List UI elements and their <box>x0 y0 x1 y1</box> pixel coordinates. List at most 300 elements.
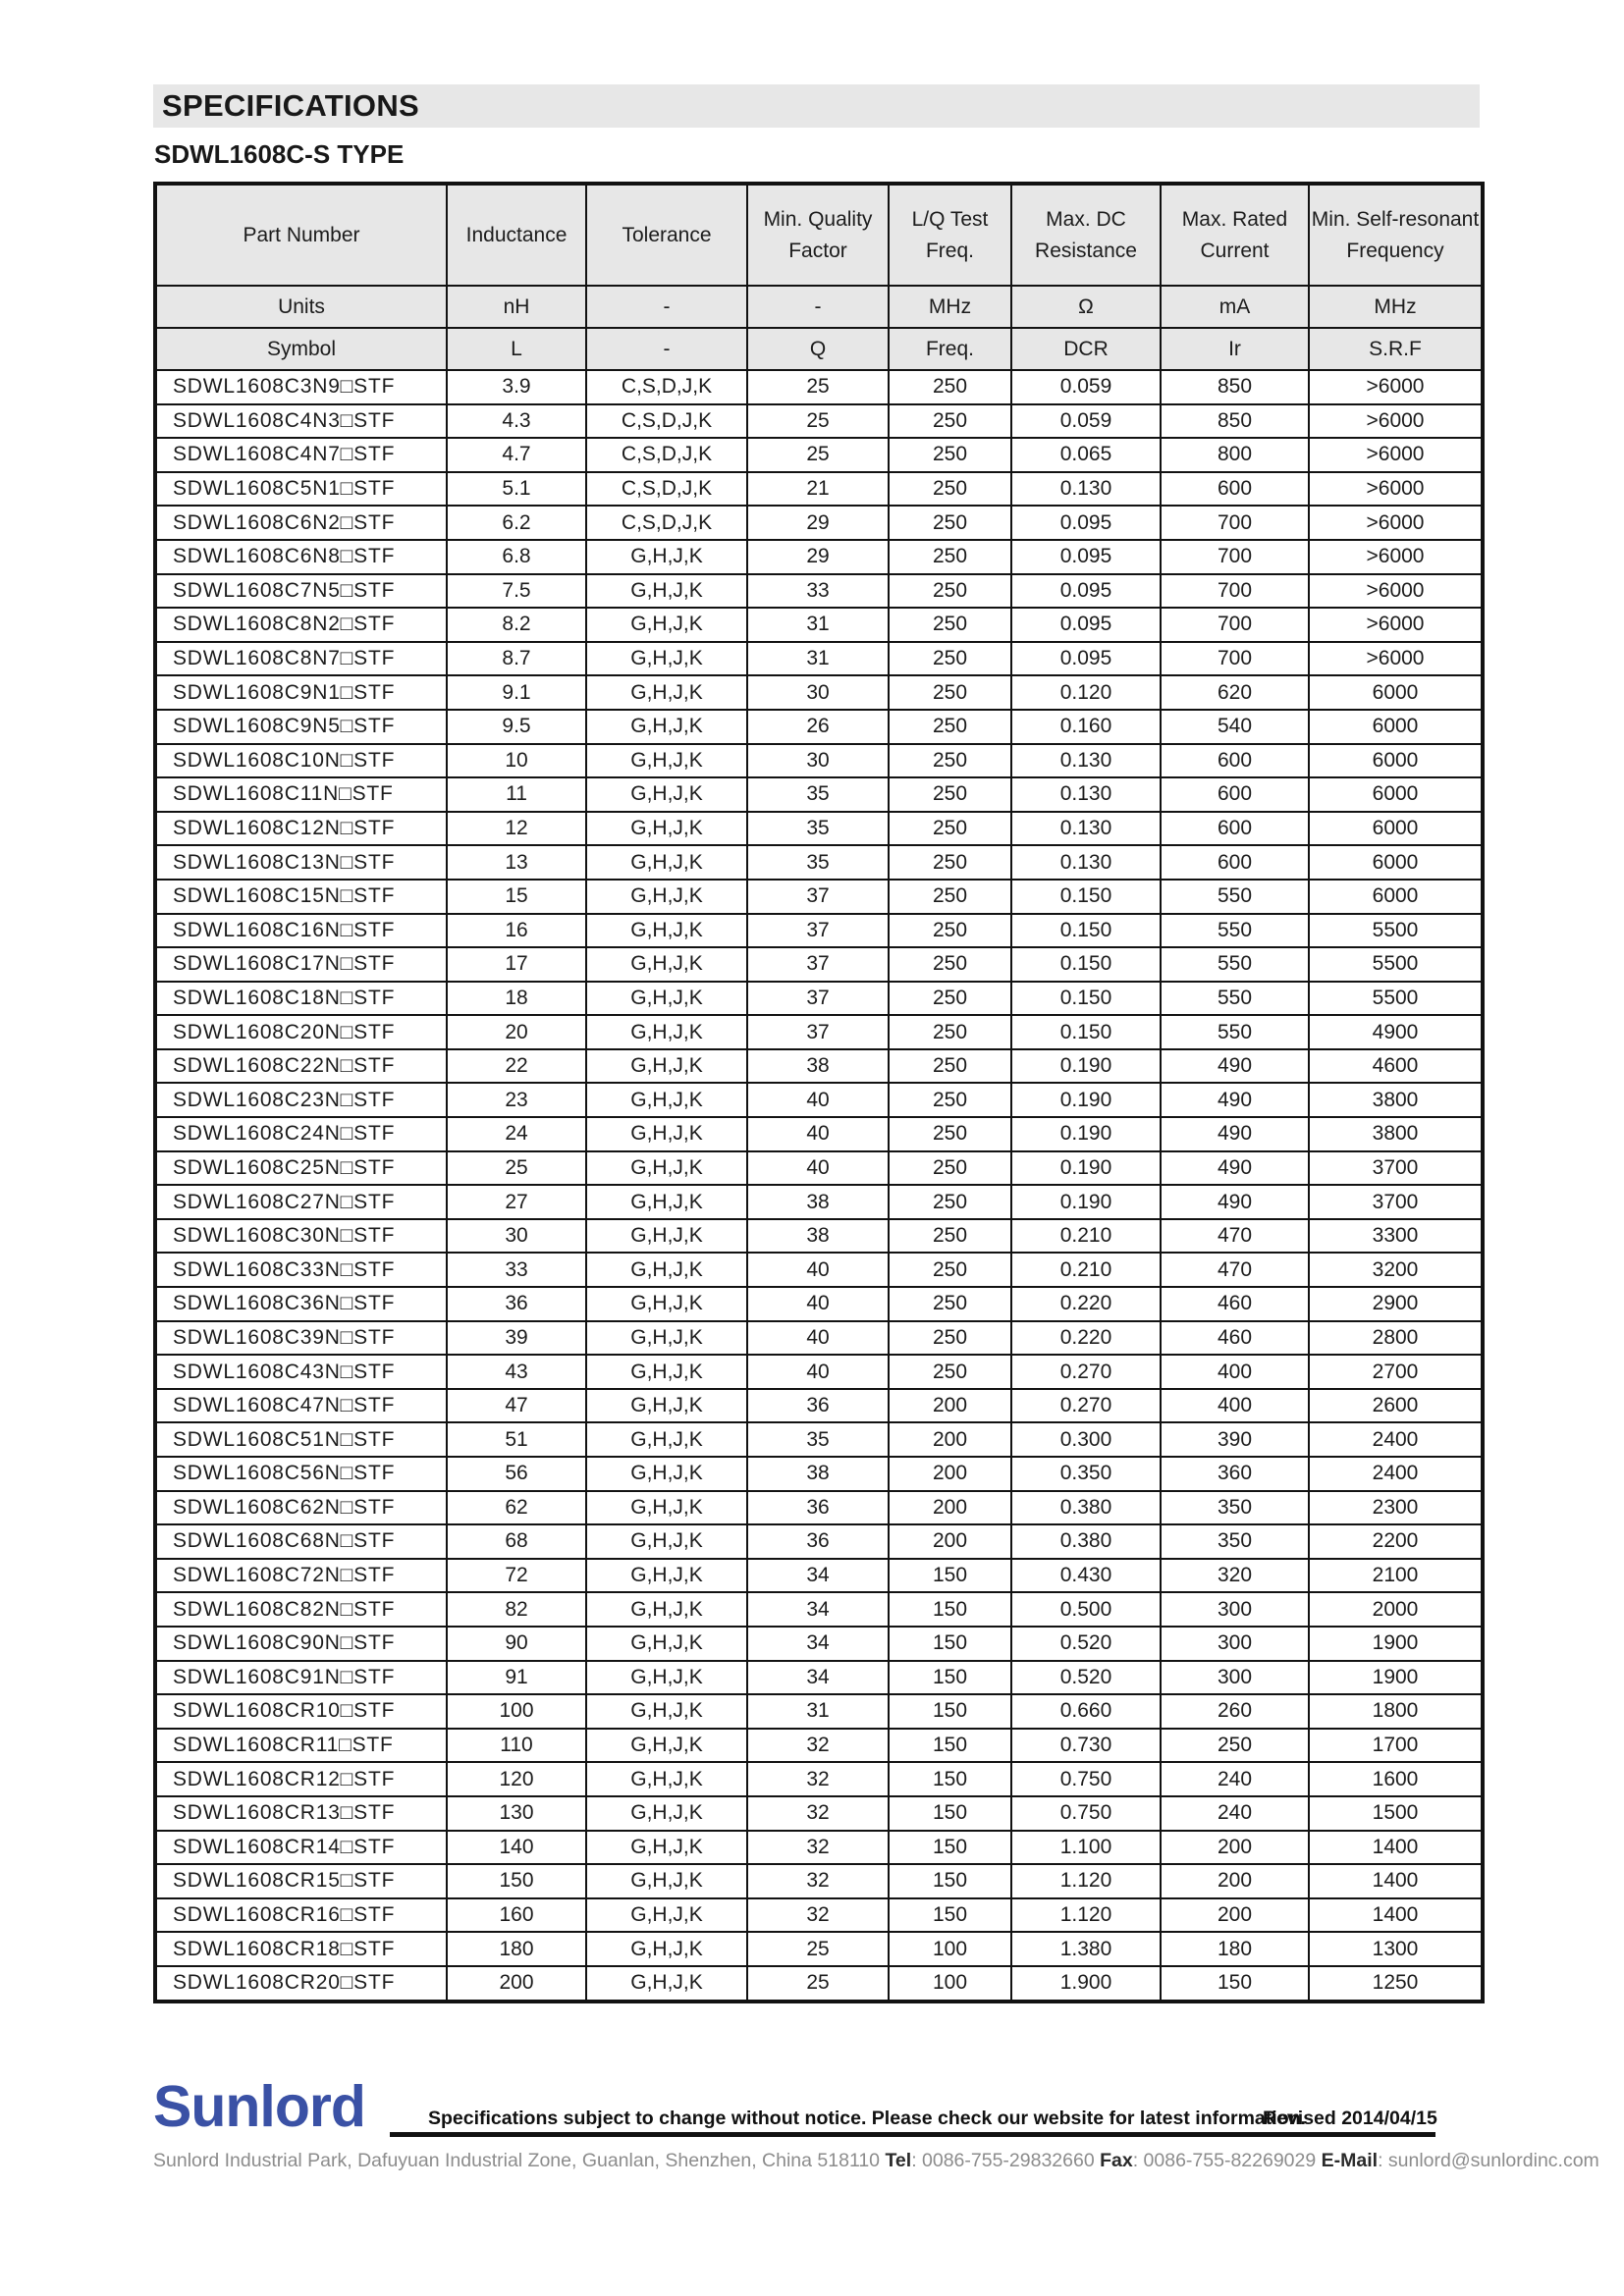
value-cell: 460 <box>1161 1321 1309 1356</box>
section-title-bar <box>153 84 1480 128</box>
value-cell: G,H,J,K <box>586 1083 747 1117</box>
value-cell: 390 <box>1161 1422 1309 1457</box>
units-cell: MHz <box>1309 286 1483 328</box>
value-cell: >6000 <box>1309 472 1483 507</box>
value-cell: 0.065 <box>1011 438 1161 472</box>
value-cell: 250 <box>889 1253 1011 1287</box>
units-cell: MHz <box>889 286 1011 328</box>
value-cell: 37 <box>747 880 889 914</box>
value-cell: 1400 <box>1309 1898 1483 1933</box>
value-cell: G,H,J,K <box>586 1524 747 1559</box>
value-cell: 35 <box>747 777 889 812</box>
value-cell: 0.150 <box>1011 1015 1161 1049</box>
value-cell: 0.270 <box>1011 1389 1161 1423</box>
value-cell: 250 <box>889 1219 1011 1254</box>
value-cell: 240 <box>1161 1796 1309 1831</box>
table-row <box>155 1422 1483 1457</box>
table-row <box>155 1796 1483 1831</box>
table-row <box>155 1117 1483 1151</box>
value-cell: 29 <box>747 540 889 574</box>
value-cell: 91 <box>447 1661 586 1695</box>
value-cell: 250 <box>889 777 1011 812</box>
value-cell: 4900 <box>1309 1015 1483 1049</box>
part-number-cell: SDWL1608C6N2□STF <box>155 506 447 540</box>
table-row <box>155 812 1483 846</box>
value-cell: 250 <box>889 675 1011 710</box>
value-cell: 200 <box>1161 1864 1309 1898</box>
sunlord-logo: Sunlord <box>153 2074 365 2139</box>
value-cell: 0.130 <box>1011 472 1161 507</box>
value-cell: 34 <box>747 1661 889 1695</box>
value-cell: 0.120 <box>1011 675 1161 710</box>
value-cell: C,S,D,J,K <box>586 370 747 404</box>
value-cell: 250 <box>889 1321 1011 1356</box>
table-header <box>155 184 1483 370</box>
value-cell: 200 <box>889 1457 1011 1491</box>
column-header-max-dc-resistance: Max. DC Resistance <box>1011 184 1161 286</box>
value-cell: 32 <box>747 1898 889 1933</box>
value-cell: G,H,J,K <box>586 845 747 880</box>
value-cell: G,H,J,K <box>586 1592 747 1627</box>
value-cell: 3200 <box>1309 1253 1483 1287</box>
part-number-cell: SDWL1608CR12□STF <box>155 1762 447 1796</box>
type-title: SDWL1608C-S TYPE <box>154 139 405 169</box>
value-cell: 150 <box>1161 1966 1309 2002</box>
value-cell: 460 <box>1161 1287 1309 1321</box>
part-number-cell: SDWL1608C3N9□STF <box>155 370 447 404</box>
value-cell: 350 <box>1161 1524 1309 1559</box>
table-row <box>155 845 1483 880</box>
value-cell: 200 <box>1161 1898 1309 1933</box>
value-cell: 600 <box>1161 845 1309 880</box>
value-cell: 0.130 <box>1011 744 1161 778</box>
value-cell: 37 <box>747 914 889 948</box>
specifications-table <box>153 182 1485 2003</box>
column-header-min-self-resonant-frequency: Min. Self-resonant Frequency <box>1309 184 1483 286</box>
value-cell: 0.190 <box>1011 1117 1161 1151</box>
table-row <box>155 982 1483 1016</box>
value-cell: G,H,J,K <box>586 1253 747 1287</box>
value-cell: 1600 <box>1309 1762 1483 1796</box>
value-cell: 850 <box>1161 404 1309 439</box>
units-cell: - <box>586 286 747 328</box>
value-cell: 0.220 <box>1011 1321 1161 1356</box>
value-cell: 13 <box>447 845 586 880</box>
value-cell: 250 <box>889 1117 1011 1151</box>
value-cell: 2300 <box>1309 1491 1483 1525</box>
value-cell: 25 <box>747 438 889 472</box>
value-cell: 0.150 <box>1011 914 1161 948</box>
value-cell: 200 <box>889 1524 1011 1559</box>
part-number-cell: SDWL1608C4N3□STF <box>155 404 447 439</box>
value-cell: 0.130 <box>1011 777 1161 812</box>
table-row <box>155 608 1483 642</box>
value-cell: 38 <box>747 1457 889 1491</box>
value-cell: 1.120 <box>1011 1898 1161 1933</box>
value-cell: 1.120 <box>1011 1864 1161 1898</box>
table-row <box>155 472 1483 507</box>
table-row <box>155 1355 1483 1389</box>
value-cell: 150 <box>889 1627 1011 1661</box>
value-cell: 150 <box>889 1592 1011 1627</box>
value-cell: 0.520 <box>1011 1627 1161 1661</box>
value-cell: 35 <box>747 845 889 880</box>
column-header-inductance: Inductance <box>447 184 586 286</box>
value-cell: >6000 <box>1309 370 1483 404</box>
value-cell: 250 <box>889 1287 1011 1321</box>
part-number-cell: SDWL1608C9N1□STF <box>155 675 447 710</box>
value-cell: 40 <box>747 1287 889 1321</box>
value-cell: 35 <box>747 1422 889 1457</box>
value-cell: 27 <box>447 1185 586 1219</box>
value-cell: 6000 <box>1309 880 1483 914</box>
value-cell: G,H,J,K <box>586 1287 747 1321</box>
value-cell: 250 <box>889 472 1011 507</box>
value-cell: 35 <box>747 812 889 846</box>
table-row <box>155 1015 1483 1049</box>
value-cell: 2400 <box>1309 1422 1483 1457</box>
value-cell: G,H,J,K <box>586 1966 747 2002</box>
value-cell: 15 <box>447 880 586 914</box>
address-text: Sunlord Industrial Park, Dafuyuan Industrial Zone, Guanlan, Shenzhen, China 518110 <box>153 2150 886 2171</box>
value-cell: 200 <box>889 1422 1011 1457</box>
symbol-row <box>155 328 1483 370</box>
value-cell: 0.730 <box>1011 1729 1161 1763</box>
part-number-cell: SDWL1608C16N□STF <box>155 914 447 948</box>
table-row <box>155 1457 1483 1491</box>
table-body <box>155 370 1483 2002</box>
value-cell: 250 <box>889 812 1011 846</box>
value-cell: 250 <box>889 947 1011 982</box>
email-label: E-Mail <box>1321 2150 1379 2171</box>
table-row <box>155 744 1483 778</box>
value-cell: 5500 <box>1309 914 1483 948</box>
value-cell: 550 <box>1161 880 1309 914</box>
part-number-cell: SDWL1608CR20□STF <box>155 1966 447 2002</box>
value-cell: 36 <box>447 1287 586 1321</box>
units-cell: Ω <box>1011 286 1161 328</box>
part-number-cell: SDWL1608C20N□STF <box>155 1015 447 1049</box>
value-cell: 180 <box>1161 1932 1309 1966</box>
value-cell: 0.750 <box>1011 1796 1161 1831</box>
value-cell: 250 <box>889 1083 1011 1117</box>
table-row <box>155 914 1483 948</box>
fax-value: : 0086-755-82269029 <box>1132 2150 1322 2171</box>
symbol-cell: - <box>586 328 747 370</box>
units-label: Units <box>155 286 447 328</box>
part-number-cell: SDWL1608C11N□STF <box>155 777 447 812</box>
value-cell: 540 <box>1161 710 1309 744</box>
value-cell: 38 <box>747 1219 889 1254</box>
value-cell: 6000 <box>1309 710 1483 744</box>
value-cell: 37 <box>747 982 889 1016</box>
value-cell: 6.8 <box>447 540 586 574</box>
value-cell: 2000 <box>1309 1592 1483 1627</box>
part-number-cell: SDWL1608CR11□STF <box>155 1729 447 1763</box>
value-cell: 1400 <box>1309 1831 1483 1865</box>
value-cell: 1400 <box>1309 1864 1483 1898</box>
value-cell: 700 <box>1161 608 1309 642</box>
value-cell: 0.190 <box>1011 1083 1161 1117</box>
value-cell: 0.210 <box>1011 1219 1161 1254</box>
value-cell: 1500 <box>1309 1796 1483 1831</box>
value-cell: C,S,D,J,K <box>586 506 747 540</box>
table-row <box>155 438 1483 472</box>
value-cell: 150 <box>889 1864 1011 1898</box>
value-cell: 150 <box>889 1559 1011 1593</box>
part-number-cell: SDWL1608CR16□STF <box>155 1898 447 1933</box>
value-cell: 250 <box>889 845 1011 880</box>
value-cell: 400 <box>1161 1389 1309 1423</box>
email-value: : sunlord@sunlordinc.com <box>1378 2150 1599 2171</box>
column-header-min-quality-factor: Min. Quality Factor <box>747 184 889 286</box>
part-number-cell: SDWL1608C17N□STF <box>155 947 447 982</box>
column-header-tolerance: Tolerance <box>586 184 747 286</box>
value-cell: 6000 <box>1309 845 1483 880</box>
value-cell: 33 <box>447 1253 586 1287</box>
table-row <box>155 1831 1483 1865</box>
table-row <box>155 1762 1483 1796</box>
value-cell: 0.430 <box>1011 1559 1161 1593</box>
part-number-cell: SDWL1608C8N7□STF <box>155 642 447 676</box>
value-cell: 0.520 <box>1011 1661 1161 1695</box>
tel-label: Tel <box>885 2150 912 2171</box>
value-cell: 150 <box>889 1831 1011 1865</box>
value-cell: 150 <box>889 1661 1011 1695</box>
table-row <box>155 1491 1483 1525</box>
value-cell: G,H,J,K <box>586 1355 747 1389</box>
value-cell: >6000 <box>1309 540 1483 574</box>
value-cell: G,H,J,K <box>586 1864 747 1898</box>
value-cell: G,H,J,K <box>586 982 747 1016</box>
value-cell: G,H,J,K <box>586 1627 747 1661</box>
value-cell: G,H,J,K <box>586 1729 747 1763</box>
value-cell: 3800 <box>1309 1083 1483 1117</box>
value-cell: G,H,J,K <box>586 1762 747 1796</box>
value-cell: 130 <box>447 1796 586 1831</box>
value-cell: 0.130 <box>1011 845 1161 880</box>
value-cell: G,H,J,K <box>586 1422 747 1457</box>
value-cell: 150 <box>889 1898 1011 1933</box>
part-number-cell: SDWL1608C7N5□STF <box>155 574 447 609</box>
value-cell: 34 <box>747 1592 889 1627</box>
value-cell: >6000 <box>1309 574 1483 609</box>
value-cell: 800 <box>1161 438 1309 472</box>
value-cell: 250 <box>889 744 1011 778</box>
value-cell: 40 <box>747 1355 889 1389</box>
value-cell: 490 <box>1161 1083 1309 1117</box>
value-cell: 0.059 <box>1011 404 1161 439</box>
part-number-cell: SDWL1608C36N□STF <box>155 1287 447 1321</box>
value-cell: 9.5 <box>447 710 586 744</box>
part-number-cell: SDWL1608CR18□STF <box>155 1932 447 1966</box>
value-cell: G,H,J,K <box>586 1049 747 1084</box>
value-cell: 100 <box>447 1694 586 1729</box>
value-cell: 320 <box>1161 1559 1309 1593</box>
table-row <box>155 642 1483 676</box>
value-cell: 300 <box>1161 1661 1309 1695</box>
value-cell: 1900 <box>1309 1627 1483 1661</box>
value-cell: 700 <box>1161 506 1309 540</box>
symbol-cell: S.R.F <box>1309 328 1483 370</box>
value-cell: 0.500 <box>1011 1592 1161 1627</box>
part-number-cell: SDWL1608C90N□STF <box>155 1627 447 1661</box>
value-cell: 6.2 <box>447 506 586 540</box>
table-row <box>155 1661 1483 1695</box>
value-cell: 2900 <box>1309 1287 1483 1321</box>
value-cell: 6000 <box>1309 777 1483 812</box>
value-cell: 37 <box>747 1015 889 1049</box>
value-cell: 17 <box>447 947 586 982</box>
table-row <box>155 574 1483 609</box>
part-number-cell: SDWL1608CR13□STF <box>155 1796 447 1831</box>
value-cell: G,H,J,K <box>586 574 747 609</box>
value-cell: 56 <box>447 1457 586 1491</box>
part-number-cell: SDWL1608C56N□STF <box>155 1457 447 1491</box>
value-cell: 0.095 <box>1011 506 1161 540</box>
table-row <box>155 1287 1483 1321</box>
footer-note: Specifications subject to change without notice. Please check our website for latest information. <box>428 2108 1306 2129</box>
value-cell: 0.190 <box>1011 1185 1161 1219</box>
value-cell: 470 <box>1161 1219 1309 1254</box>
value-cell: 33 <box>747 574 889 609</box>
table-row <box>155 710 1483 744</box>
table-row <box>155 1559 1483 1593</box>
value-cell: 360 <box>1161 1457 1309 1491</box>
value-cell: 31 <box>747 1694 889 1729</box>
value-cell: G,H,J,K <box>586 675 747 710</box>
value-cell: C,S,D,J,K <box>586 404 747 439</box>
value-cell: 3700 <box>1309 1151 1483 1186</box>
value-cell: 90 <box>447 1627 586 1661</box>
value-cell: 250 <box>889 540 1011 574</box>
value-cell: 2400 <box>1309 1457 1483 1491</box>
value-cell: C,S,D,J,K <box>586 438 747 472</box>
value-cell: G,H,J,K <box>586 947 747 982</box>
value-cell: 250 <box>889 370 1011 404</box>
value-cell: G,H,J,K <box>586 1321 747 1356</box>
part-number-cell: SDWL1608C6N8□STF <box>155 540 447 574</box>
table-row <box>155 1253 1483 1287</box>
value-cell: G,H,J,K <box>586 1185 747 1219</box>
value-cell: 700 <box>1161 540 1309 574</box>
value-cell: 620 <box>1161 675 1309 710</box>
value-cell: 120 <box>447 1762 586 1796</box>
value-cell: 490 <box>1161 1049 1309 1084</box>
value-cell: 490 <box>1161 1185 1309 1219</box>
value-cell: 43 <box>447 1355 586 1389</box>
value-cell: 40 <box>747 1321 889 1356</box>
value-cell: G,H,J,K <box>586 540 747 574</box>
value-cell: 1900 <box>1309 1661 1483 1695</box>
value-cell: G,H,J,K <box>586 1898 747 1933</box>
value-cell: 1.380 <box>1011 1932 1161 1966</box>
value-cell: G,H,J,K <box>586 1831 747 1865</box>
value-cell: 0.095 <box>1011 574 1161 609</box>
value-cell: 8.2 <box>447 608 586 642</box>
part-number-cell: SDWL1608C24N□STF <box>155 1117 447 1151</box>
value-cell: 550 <box>1161 947 1309 982</box>
table-row <box>155 1524 1483 1559</box>
value-cell: 51 <box>447 1422 586 1457</box>
value-cell: G,H,J,K <box>586 777 747 812</box>
value-cell: 250 <box>889 642 1011 676</box>
value-cell: 200 <box>1161 1831 1309 1865</box>
part-number-cell: SDWL1608C82N□STF <box>155 1592 447 1627</box>
value-cell: 30 <box>747 675 889 710</box>
value-cell: 36 <box>747 1389 889 1423</box>
value-cell: 110 <box>447 1729 586 1763</box>
value-cell: 300 <box>1161 1627 1309 1661</box>
value-cell: 250 <box>889 438 1011 472</box>
value-cell: 250 <box>889 982 1011 1016</box>
table-row <box>155 1219 1483 1254</box>
table-row <box>155 1389 1483 1423</box>
value-cell: 150 <box>889 1796 1011 1831</box>
value-cell: G,H,J,K <box>586 1491 747 1525</box>
section-title: SPECIFICATIONS <box>162 88 419 123</box>
table-row <box>155 540 1483 574</box>
part-number-cell: SDWL1608C27N□STF <box>155 1185 447 1219</box>
value-cell: 36 <box>747 1524 889 1559</box>
value-cell: 200 <box>889 1389 1011 1423</box>
footer-address <box>153 2150 1599 2172</box>
footer-divider <box>390 2132 1435 2137</box>
value-cell: 600 <box>1161 777 1309 812</box>
table-row <box>155 1049 1483 1084</box>
value-cell: 37 <box>747 947 889 982</box>
part-number-cell: SDWL1608C51N□STF <box>155 1422 447 1457</box>
value-cell: 18 <box>447 982 586 1016</box>
value-cell: G,H,J,K <box>586 1219 747 1254</box>
value-cell: >6000 <box>1309 438 1483 472</box>
units-cell: - <box>747 286 889 328</box>
value-cell: 250 <box>889 574 1011 609</box>
value-cell: 0.210 <box>1011 1253 1161 1287</box>
value-cell: 47 <box>447 1389 586 1423</box>
value-cell: 250 <box>889 1049 1011 1084</box>
part-number-cell: SDWL1608C39N□STF <box>155 1321 447 1356</box>
value-cell: 39 <box>447 1321 586 1356</box>
value-cell: 600 <box>1161 744 1309 778</box>
part-number-cell: SDWL1608C9N5□STF <box>155 710 447 744</box>
value-cell: G,H,J,K <box>586 1796 747 1831</box>
value-cell: 150 <box>889 1729 1011 1763</box>
value-cell: 0.095 <box>1011 540 1161 574</box>
value-cell: G,H,J,K <box>586 914 747 948</box>
table-row <box>155 1627 1483 1661</box>
value-cell: 5500 <box>1309 982 1483 1016</box>
value-cell: 22 <box>447 1049 586 1084</box>
table-row <box>155 1151 1483 1186</box>
value-cell: 700 <box>1161 574 1309 609</box>
part-number-cell: SDWL1608C25N□STF <box>155 1151 447 1186</box>
value-cell: 32 <box>747 1831 889 1865</box>
value-cell: 550 <box>1161 982 1309 1016</box>
value-cell: 8.7 <box>447 642 586 676</box>
column-header-lq-test-freq: L/Q Test Freq. <box>889 184 1011 286</box>
part-number-cell: SDWL1608C13N□STF <box>155 845 447 880</box>
part-number-cell: SDWL1608CR10□STF <box>155 1694 447 1729</box>
value-cell: 200 <box>447 1966 586 2002</box>
value-cell: 7.5 <box>447 574 586 609</box>
value-cell: 490 <box>1161 1117 1309 1151</box>
value-cell: 72 <box>447 1559 586 1593</box>
value-cell: 250 <box>1161 1729 1309 1763</box>
value-cell: 1.100 <box>1011 1831 1161 1865</box>
value-cell: 0.380 <box>1011 1491 1161 1525</box>
value-cell: 4.7 <box>447 438 586 472</box>
